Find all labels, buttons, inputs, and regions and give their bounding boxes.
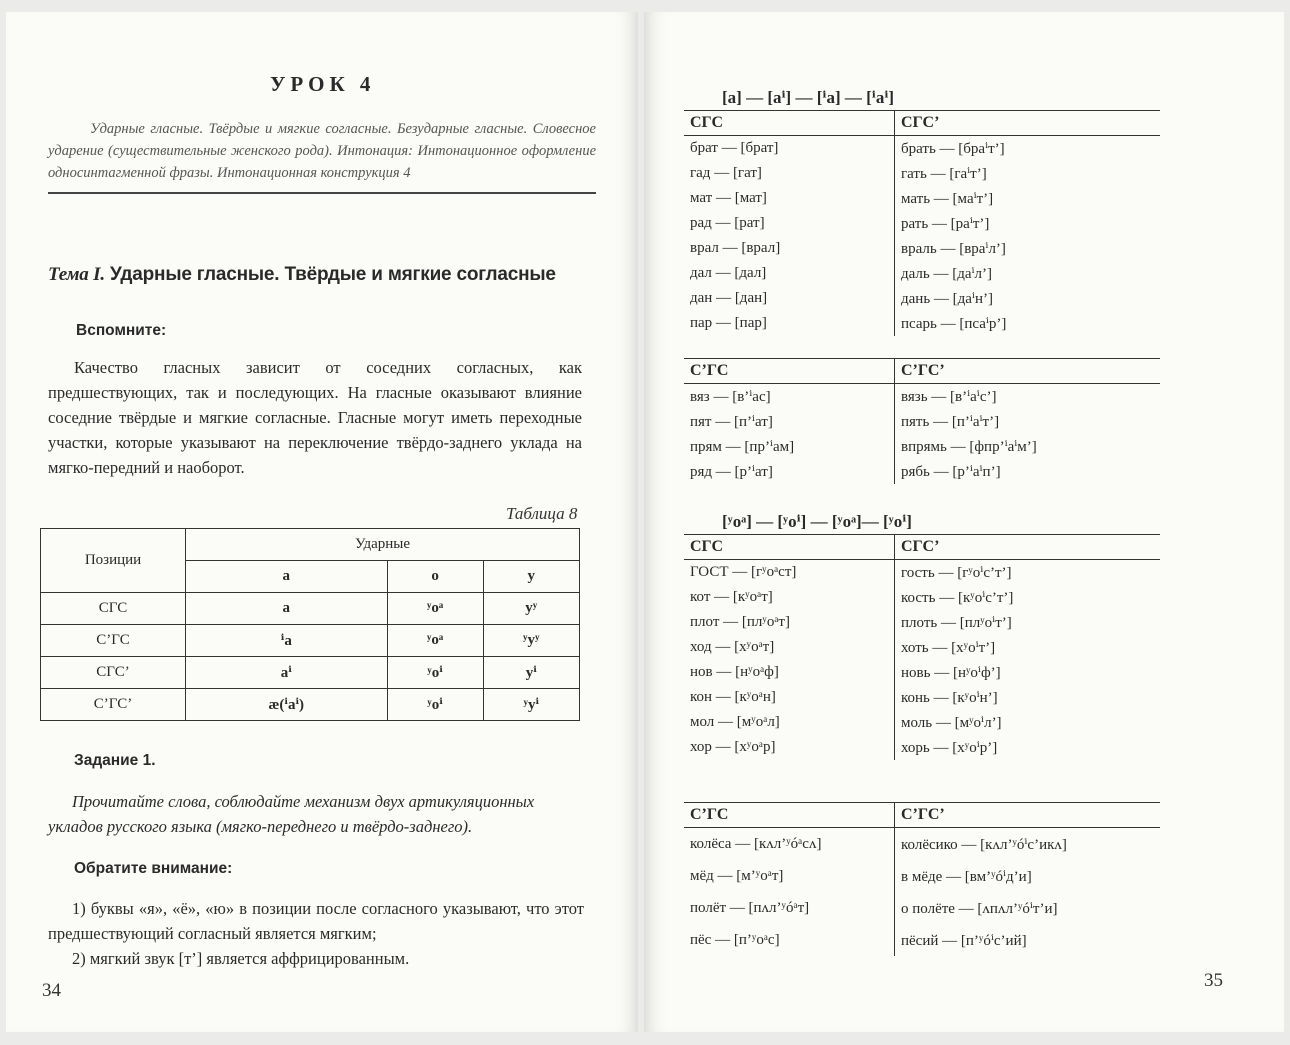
sound-cell: а bbox=[186, 593, 388, 625]
word-cell: ГОСТ — [гʸоᵃст] bbox=[690, 564, 797, 580]
table-row bbox=[684, 434, 1160, 459]
word-cell: брат — [брат] bbox=[690, 140, 779, 156]
column-header: С’ГС bbox=[684, 803, 895, 828]
table-row bbox=[684, 136, 1160, 162]
word-cell: колёсико — [кʌл’ʸóⁱс’икʌ] bbox=[895, 828, 1161, 861]
attention-line-1: 1) буквы «я», «ё», «ю» в позиции после согласного указывают, что этот предшествующий согласный является мягким; bbox=[48, 899, 584, 943]
sound-cell: аⁱ bbox=[186, 657, 388, 689]
word-cell: пёсий — [п’ʸóⁱс’ий] bbox=[895, 924, 1161, 956]
word-cell: в мёде — [вм’ʸóⁱд’и] bbox=[895, 860, 1161, 892]
word-cell: хорь — [хʸоⁱр’] bbox=[895, 735, 1161, 760]
word-cell: рябь — [р’ⁱаⁱп’] bbox=[895, 459, 1161, 484]
contrast-section-2 bbox=[684, 358, 1160, 484]
table-row bbox=[684, 261, 1160, 286]
left-page bbox=[6, 12, 638, 1032]
table-row bbox=[684, 924, 1160, 956]
word-cell: мать — [маⁱт’] bbox=[895, 186, 1161, 211]
sound-cell: ⁱа bbox=[186, 625, 388, 657]
word-cell: псарь — [псаⁱр’] bbox=[895, 311, 1161, 336]
column-header: СГС bbox=[684, 535, 895, 560]
table-row bbox=[684, 685, 1160, 710]
attention-heading: Обратите внимание: bbox=[74, 860, 233, 877]
topic-prefix: Тема I. bbox=[48, 264, 105, 285]
table-row bbox=[684, 409, 1160, 434]
word-cell: конь — [кʸоⁱн’] bbox=[895, 685, 1161, 710]
contrast-section-1 bbox=[684, 88, 1160, 336]
topic-text: Ударные гласные. Твёрдые и мягкие согласные bbox=[109, 264, 556, 285]
table-row bbox=[684, 892, 1160, 924]
word-cell: колёса — [кʌл’ʸóᵃсʌ] bbox=[690, 835, 822, 852]
word-cell: плот — [плʸоᵃт] bbox=[690, 614, 790, 630]
task-heading: Задание 1. bbox=[74, 752, 156, 769]
sound-cell: ʸоᵃ bbox=[387, 593, 483, 625]
vowel-table bbox=[40, 528, 580, 721]
table-row bbox=[684, 660, 1160, 685]
positions-header: Позиции bbox=[41, 529, 186, 593]
table-row bbox=[684, 560, 1160, 586]
word-cell: мол — [мʸоᵃл] bbox=[690, 714, 780, 730]
table-row bbox=[684, 635, 1160, 660]
column-header: СГС’ bbox=[895, 535, 1161, 560]
word-cell: кот — [кʸоᵃт] bbox=[690, 589, 773, 605]
word-cell: рать — [раⁱт’] bbox=[895, 211, 1161, 236]
position-cell: СГС’ bbox=[41, 657, 186, 689]
sound-cell: ʸуⁱ bbox=[483, 689, 579, 721]
section-heading: [ʸоᵃ] — [ʸоⁱ] — [ʸоᵃ]— [ʸоⁱ] bbox=[722, 512, 912, 531]
table-row bbox=[41, 689, 580, 721]
word-cell: дал — [дал] bbox=[690, 265, 767, 281]
position-cell: С’ГС bbox=[41, 625, 186, 657]
word-cell: хоть — [хʸоⁱт’] bbox=[895, 635, 1161, 660]
table-row bbox=[684, 311, 1160, 336]
page-number-right: 35 bbox=[1204, 970, 1223, 991]
table-row bbox=[684, 710, 1160, 735]
section-heading: [а] — [аⁱ] — [ⁱа] — [ⁱаⁱ] bbox=[722, 88, 895, 107]
word-cell: мёд — [м’ʸоᵃт] bbox=[690, 867, 784, 884]
position-cell: СГС bbox=[41, 593, 186, 625]
word-cell: брать — [браⁱт’] bbox=[895, 136, 1161, 162]
word-cell: кость — [кʸоⁱс’т’] bbox=[895, 585, 1161, 610]
lesson-abstract: Ударные гласные. Твёрдые и мягкие согласные. Безударные гласные. Словесное ударение (существительные женского рода). Интонация: Интонационное оформление односинтагменной фразы. Интонационная конструкция 4 bbox=[48, 118, 596, 194]
column-header: С’ГС bbox=[684, 359, 895, 384]
contrast-section-3 bbox=[684, 512, 1160, 760]
word-cell: полёт — [пʌл’ʸóᵃт] bbox=[690, 899, 810, 916]
word-table bbox=[684, 110, 1160, 336]
table-row bbox=[684, 828, 1160, 861]
table-row bbox=[684, 585, 1160, 610]
table-row bbox=[684, 384, 1160, 410]
right-page bbox=[644, 12, 1284, 1032]
word-cell: плоть — [плʸоⁱт’] bbox=[895, 610, 1161, 635]
vowel-header: а bbox=[186, 561, 388, 593]
page-number-left: 34 bbox=[42, 980, 61, 1001]
word-cell: гать — [гаⁱт’] bbox=[895, 161, 1161, 186]
word-cell: вяз — [в’ⁱас] bbox=[690, 389, 771, 405]
word-cell: нов — [нʸоᵃф] bbox=[690, 664, 779, 680]
table-caption: Таблица 8 bbox=[506, 504, 578, 523]
attention-line-2: 2) мягкий звук [т’] является аффрицированным. bbox=[72, 949, 410, 968]
sound-cell: ʸоⁱ bbox=[387, 689, 483, 721]
word-cell: дан — [дан] bbox=[690, 290, 768, 306]
table-row bbox=[684, 860, 1160, 892]
word-cell: врал — [врал] bbox=[690, 240, 781, 256]
word-cell: кон — [кʸоᵃн] bbox=[690, 689, 776, 705]
word-cell: рад — [рат] bbox=[690, 215, 765, 231]
table-row bbox=[684, 236, 1160, 261]
table-row bbox=[684, 186, 1160, 211]
table-row bbox=[684, 161, 1160, 186]
word-table bbox=[684, 358, 1160, 484]
stressed-header: Ударные bbox=[186, 529, 580, 561]
table-row bbox=[684, 211, 1160, 236]
sound-cell: ʸуʸ bbox=[483, 625, 579, 657]
word-cell: ряд — [р’ⁱат] bbox=[690, 464, 773, 480]
word-table bbox=[684, 534, 1160, 760]
column-header: С’ГС’ bbox=[895, 803, 1161, 828]
word-cell: гость — [гʸоⁱс’т’] bbox=[895, 560, 1161, 586]
sound-cell: æ(ⁱаⁱ) bbox=[186, 689, 388, 721]
word-cell: гад — [гат] bbox=[690, 165, 762, 181]
word-cell: ход — [хʸоᵃт] bbox=[690, 639, 775, 655]
table-row bbox=[684, 459, 1160, 484]
word-cell: о полёте — [ʌпʌл’ʸóⁱт’и] bbox=[895, 892, 1161, 924]
word-cell: вязь — [в’ⁱаⁱс’] bbox=[895, 384, 1161, 410]
vowel-header: у bbox=[483, 561, 579, 593]
task-text: Прочитайте слова, соблюдайте механизм двух артикуляционных укладов русского языка (мягко-переднего и твёрдо-заднего). bbox=[48, 792, 535, 836]
column-header: СГС’ bbox=[895, 111, 1161, 136]
remember-text: Качество гласных зависит от соседних согласных, как предшествующих, так и последующих. На гласные оказывают влияние соседние твёрдые и мягкие согласные. Гласные могут иметь переходные участки, которые указывают на переключение твёрдо-заднего уклада на мягко-передний и наоборот. bbox=[48, 358, 582, 477]
remember-heading: Вспомните: bbox=[76, 322, 167, 339]
word-cell: впрямь — [фпр’ⁱаⁱм’] bbox=[895, 434, 1161, 459]
word-cell: дань — [даⁱн’] bbox=[895, 286, 1161, 311]
word-cell: пят — [п’ⁱат] bbox=[690, 414, 773, 430]
vowel-header: о bbox=[387, 561, 483, 593]
sound-cell: ʸоⁱ bbox=[387, 657, 483, 689]
table-row bbox=[41, 593, 580, 625]
word-cell: враль — [враⁱл’] bbox=[895, 236, 1161, 261]
table-row bbox=[684, 286, 1160, 311]
word-cell: пар — [пар] bbox=[690, 315, 767, 331]
word-cell: прям — [пр’ⁱам] bbox=[690, 439, 795, 455]
sound-cell: уʸ bbox=[483, 593, 579, 625]
word-cell: мат — [мат] bbox=[690, 190, 767, 206]
word-cell: хор — [хʸоᵃр] bbox=[690, 739, 776, 755]
topic-heading bbox=[48, 264, 556, 286]
table-row bbox=[41, 657, 580, 689]
word-cell: пять — [п’ⁱаⁱт’] bbox=[895, 409, 1161, 434]
word-cell: пёс — [п’ʸоᵃс] bbox=[690, 931, 780, 948]
sound-cell: ʸоᵃ bbox=[387, 625, 483, 657]
sound-cell: уⁱ bbox=[483, 657, 579, 689]
table-row bbox=[684, 735, 1160, 760]
word-table bbox=[684, 802, 1160, 956]
column-header: С’ГС’ bbox=[895, 359, 1161, 384]
table-row bbox=[41, 625, 580, 657]
word-cell: моль — [мʸоⁱл’] bbox=[895, 710, 1161, 735]
word-cell: новь — [нʸоⁱф’] bbox=[895, 660, 1161, 685]
word-cell: даль — [даⁱл’] bbox=[895, 261, 1161, 286]
table-row bbox=[684, 610, 1160, 635]
lesson-title: УРОК 4 bbox=[270, 72, 376, 96]
position-cell: С’ГС’ bbox=[41, 689, 186, 721]
contrast-section-4 bbox=[684, 802, 1160, 956]
column-header: СГС bbox=[684, 111, 895, 136]
